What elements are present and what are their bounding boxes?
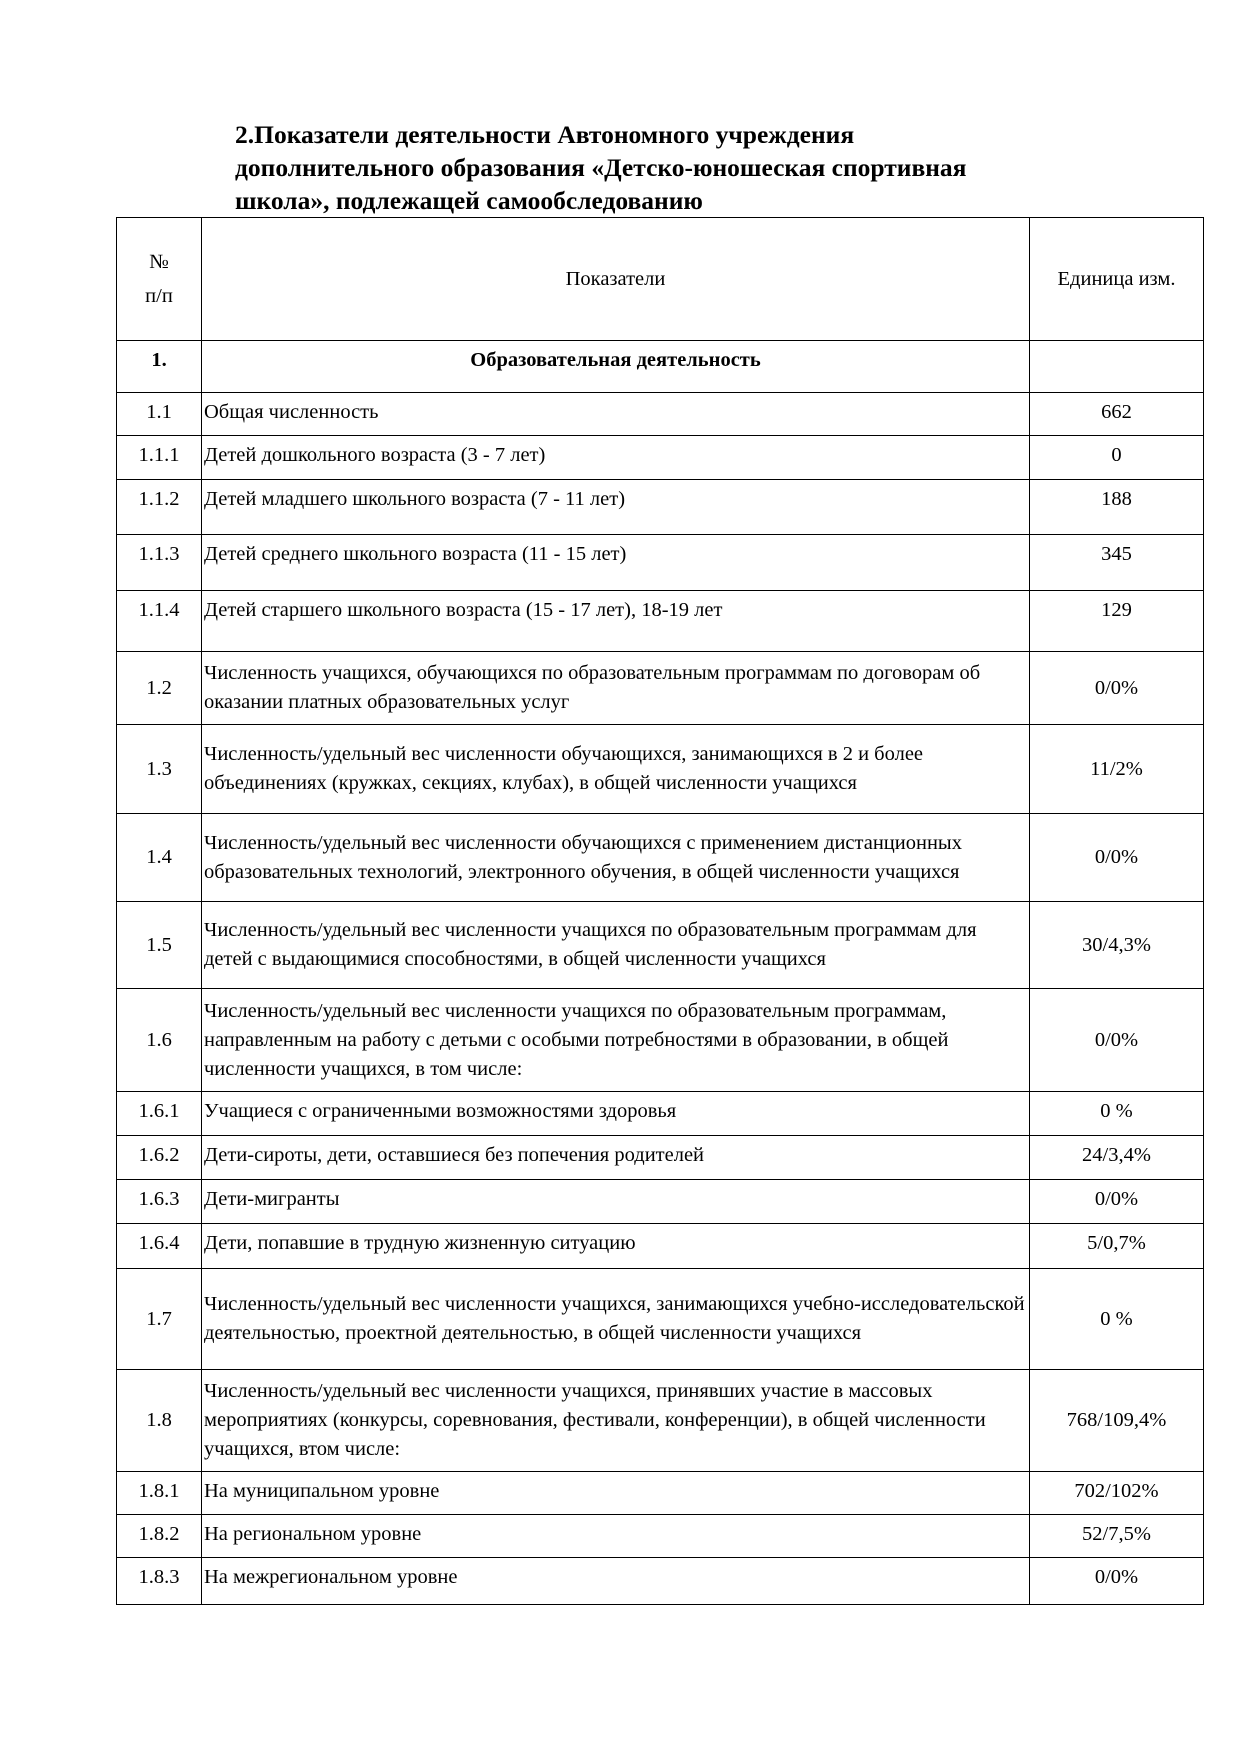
row-indicator: Детей среднего школьного возраста (11 - 15 лет): [202, 535, 1030, 591]
title-line-2: дополнительного образования «Детско-юношеская спортивная: [235, 153, 967, 182]
table-row: [117, 480, 1204, 535]
row-number: 1.6: [117, 989, 202, 1092]
row-value: 24/3,4%: [1030, 1136, 1204, 1180]
table-row: [117, 1472, 1204, 1515]
row-number: 1.1.2: [117, 480, 202, 535]
header-number-symbol: №: [149, 251, 169, 273]
row-value: 0/0%: [1030, 1180, 1204, 1224]
row-value: 188: [1030, 480, 1204, 535]
row-number: 1.8.1: [117, 1472, 202, 1515]
row-number: 1.8.2: [117, 1515, 202, 1558]
row-value: 0/0%: [1030, 814, 1204, 902]
row-number: 1.8.3: [117, 1558, 202, 1605]
section-row: [117, 341, 1204, 393]
row-number: 1.1.3: [117, 535, 202, 591]
table-row: [117, 535, 1204, 591]
row-indicator: Детей младшего школьного возраста (7 - 11 лет): [202, 480, 1030, 535]
row-number: 1.6.2: [117, 1136, 202, 1180]
document-title: [235, 118, 1135, 217]
section-unit: [1030, 341, 1204, 393]
row-value: 768/109,4%: [1030, 1370, 1204, 1472]
table-row: [117, 814, 1204, 902]
table-row: [117, 591, 1204, 652]
table-row: [117, 902, 1204, 989]
table-row: [117, 1224, 1204, 1269]
row-value: 0: [1030, 436, 1204, 480]
row-indicator: Численность/удельный вес численности обучающихся, занимающихся в 2 и более объединениях (кружках, секциях, клубах), в общей численности учащихся: [202, 725, 1030, 814]
row-number: 1.6.3: [117, 1180, 202, 1224]
table-row: [117, 1515, 1204, 1558]
row-number: 1.6.4: [117, 1224, 202, 1269]
row-number: 1.6.1: [117, 1092, 202, 1136]
row-indicator: Общая численность: [202, 393, 1030, 436]
table-row: [117, 1136, 1204, 1180]
section-title: Образовательная деятельность: [202, 341, 1030, 393]
row-value: 11/2%: [1030, 725, 1204, 814]
table-row: [117, 1370, 1204, 1472]
row-value: 0 %: [1030, 1092, 1204, 1136]
row-number: 1.1.1: [117, 436, 202, 480]
row-indicator: Численность/удельный вес численности учащихся по образовательным программам для детей с выдающимися способностями, в общей численности учащихся: [202, 902, 1030, 989]
row-number: 1.3: [117, 725, 202, 814]
row-indicator: На муниципальном уровне: [202, 1472, 1030, 1515]
row-indicator: Детей дошкольного возраста (3 - 7 лет): [202, 436, 1030, 480]
row-indicator: Численность учащихся, обучающихся по образовательным программам по договорам об оказании платных образовательных услуг: [202, 652, 1030, 725]
row-value: 345: [1030, 535, 1204, 591]
section-number: 1.: [117, 341, 202, 393]
row-value: 0 %: [1030, 1269, 1204, 1370]
row-indicator: Учащиеся с ограниченными возможностями здоровья: [202, 1092, 1030, 1136]
row-value: 129: [1030, 591, 1204, 652]
title-line-1: 2.Показатели деятельности Автономного учреждения: [235, 120, 855, 149]
table-row: [117, 652, 1204, 725]
row-indicator: Детей старшего школьного возраста (15 - 17 лет), 18-19 лет: [202, 591, 1030, 652]
table-row: [117, 725, 1204, 814]
row-value: 702/102%: [1030, 1472, 1204, 1515]
row-indicator: На межрегиональном уровне: [202, 1558, 1030, 1605]
row-indicator: Дети-мигранты: [202, 1180, 1030, 1224]
row-indicator: Численность/удельный вес численности учащихся, принявших участие в массовых мероприятиях (конкурсы, соревнования, фестивали, конференции), в общей численности учащихся, втом числе:: [202, 1370, 1030, 1472]
row-number: 1.4: [117, 814, 202, 902]
table-row: [117, 1180, 1204, 1224]
row-value: 52/7,5%: [1030, 1515, 1204, 1558]
row-value: 0/0%: [1030, 1558, 1204, 1605]
table-row: [117, 436, 1204, 480]
row-number: 1.7: [117, 1269, 202, 1370]
header-unit: Единица изм.: [1030, 218, 1204, 341]
table-row: [117, 1269, 1204, 1370]
table-row: [117, 393, 1204, 436]
row-value: 662: [1030, 393, 1204, 436]
table-row: [117, 989, 1204, 1092]
header-number-pp: п/п: [145, 285, 173, 307]
row-value: 30/4,3%: [1030, 902, 1204, 989]
row-indicator: На региональном уровне: [202, 1515, 1030, 1558]
row-indicator: Дети, попавшие в трудную жизненную ситуацию: [202, 1224, 1030, 1269]
table-row: [117, 1558, 1204, 1605]
row-number: 1.1.4: [117, 591, 202, 652]
table-row: [117, 1092, 1204, 1136]
indicators-table: [116, 217, 1204, 1605]
row-value: 0/0%: [1030, 989, 1204, 1092]
row-indicator: Численность/удельный вес численности учащихся по образовательным программам, направленным на работу с детьми с особыми потребностями в образовании, в общей численности учащихся, в том числе:: [202, 989, 1030, 1092]
row-indicator: Численность/удельный вес численности обучающихся с применением дистанционных образовательных технологий, электронного обучения, в общей численности учащихся: [202, 814, 1030, 902]
row-number: 1.8: [117, 1370, 202, 1472]
title-line-3: школа», подлежащей самообследованию: [235, 186, 703, 215]
row-indicator: Численность/удельный вес численности учащихся, занимающихся учебно-исследовательской деятельностью, проектной деятельностью, в общей численности учащихся: [202, 1269, 1030, 1370]
header-indicator: Показатели: [202, 218, 1030, 341]
row-indicator: Дети-сироты, дети, оставшиеся без попечения родителей: [202, 1136, 1030, 1180]
table-header-row: [117, 218, 1204, 341]
row-number: 1.2: [117, 652, 202, 725]
header-number: [117, 218, 202, 341]
row-number: 1.5: [117, 902, 202, 989]
row-number: 1.1: [117, 393, 202, 436]
row-value: 0/0%: [1030, 652, 1204, 725]
row-value: 5/0,7%: [1030, 1224, 1204, 1269]
